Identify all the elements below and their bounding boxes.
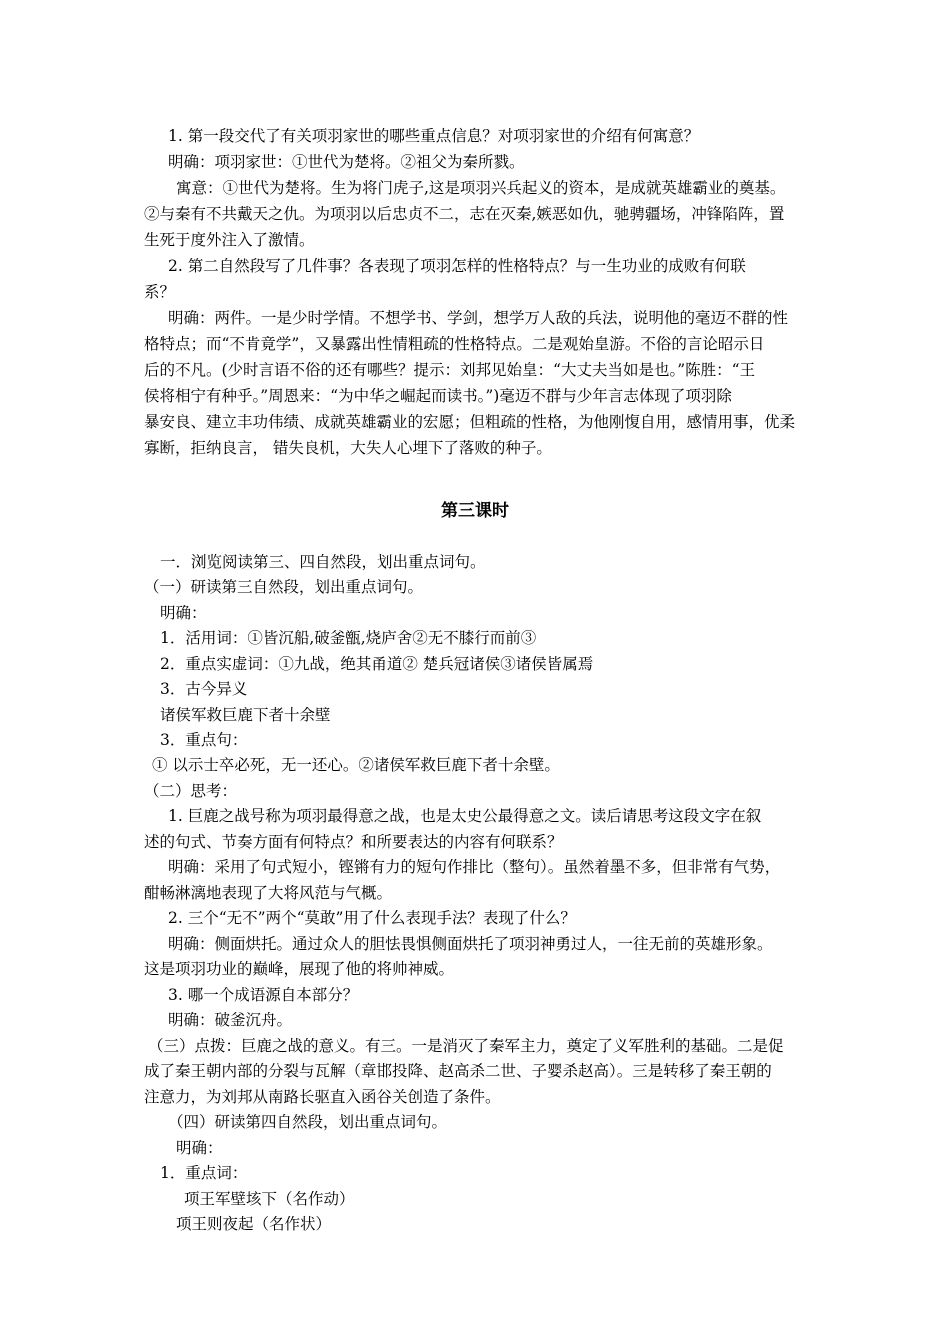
answer-2-line: 暴安良、建立丰功伟绩、成就英雄霸业的宏愿；但粗疏的性格，为他刚愎自用，感情用事，优柔 <box>144 413 796 431</box>
question-line: 述的句式、节奏方面有何特点？和所要表达的内容有何联系？ <box>144 833 563 851</box>
list-item: 诸侯军救巨鹿下者十余壁 <box>160 706 331 724</box>
answer-label: 明确： <box>160 604 207 622</box>
list-item: 3．重点句： <box>160 731 248 749</box>
answer-2-line: 后的不凡。(少时言语不俗的还有哪些？提示：刘邦见始皇：“大丈夫当如是也。”陈胜：“王 <box>144 361 756 379</box>
list-item: 1．重点词： <box>160 1164 248 1182</box>
answer-line: 明确：破釜沉舟。 <box>168 1011 293 1029</box>
question-2-line: 系？ <box>144 283 176 301</box>
answer-2-line: 明确：两件。一是少时学情。不想学书、学剑，想学万人敌的兵法，说明他的毫迈不群的性 <box>168 309 789 327</box>
answer-line: 酣畅淋漓地表现了大将风范与气概。 <box>144 884 393 902</box>
section-title: 第三课时 <box>441 501 509 521</box>
answer-line: 明确：侧面烘托。通过众人的胆怯畏惧侧面烘托了项羽神勇过人，一往无前的英雄形象。 <box>168 935 773 953</box>
list-item: 项王则夜起（名作状） <box>176 1215 332 1233</box>
question-2: 2. 第二自然段写了几件事？各表现了项羽怎样的性格特点？与一生功业的成败有何联 <box>168 257 746 275</box>
subsection-heading: （一）研读第三自然段，划出重点词句。 <box>144 578 424 596</box>
subsection-heading: （四）研读第四自然段，划出重点词句。 <box>168 1113 448 1131</box>
answer-2-line: 格特点；而“不肯竟学”，又暴露出性情粗疏的性格特点。二是观始皇游。不俗的言论昭示日 <box>144 335 765 353</box>
answer-line: 明确：采用了句式短小，铿锵有力的短句作排比（整句）。虽然着墨不多，但非常有气势， <box>168 858 781 876</box>
commentary-line: （三）点拨：巨鹿之战的意义。有三。一是消灭了秦军主力，奠定了义军胜利的基础。二是促 <box>148 1037 784 1055</box>
subsection-heading: （二）思考： <box>144 782 238 800</box>
task-heading: 一．浏览阅读第三、四自然段，划出重点词句。 <box>160 553 486 571</box>
answer-label: 明确： <box>176 1139 223 1157</box>
question-line: 3. 哪一个成语源自本部分？ <box>168 986 359 1004</box>
answer-1-line: 明确：项羽家世：①世代为楚将。②祖父为秦所戮。 <box>168 153 525 171</box>
question-line: 1. 巨鹿之战号称为项羽最得意之战，也是太史公最得意之文。读后请思考这段文字在叙 <box>168 807 762 825</box>
answer-1-line: 寓意：①世代为楚将。生为将门虎子,这是项羽兴兵起义的资本，是成就英雄霸业的奠基。 <box>176 179 786 197</box>
answer-2-line: 侯将相宁有种乎。”周恩来：“为中华之崛起而读书。”)毫迈不群与少年言志体现了项羽除 <box>144 387 732 405</box>
list-item: ① 以示士卒必死，无一还心。②诸侯军救巨鹿下者十余壁。 <box>152 756 560 774</box>
list-item: 1．活用词：①皆沉船,破釜甑,烧庐舍②无不膝行而前③ <box>160 629 537 647</box>
commentary-line: 注意力，为刘邦从南路长驱直入函谷关创造了条件。 <box>144 1088 501 1106</box>
list-item: 项王军壁垓下（名作动） <box>184 1190 355 1208</box>
list-item: 2．重点实虚词：①九战，绝其甬道② 楚兵冠诸侯③诸侯皆属焉 <box>160 655 594 673</box>
answer-1-line: ②与秦有不共戴天之仇。为项羽以后忠贞不二，志在灭秦,嫉恶如仇，驰骋疆场，冲锋陷阵，置 <box>144 205 785 223</box>
question-1: 1. 第一段交代了有关项羽家世的哪些重点信息？对项羽家世的介绍有何寓意？ <box>168 127 700 145</box>
question-line: 2. 三个“无不”两个“莫敢”用了什么表现手法？表现了什么？ <box>168 909 576 927</box>
answer-2-line: 寡断，拒纳良言， 错失良机，大失人心埋下了落败的种子。 <box>144 439 552 457</box>
answer-line: 这是项羽功业的巅峰，展现了他的将帅神威。 <box>144 960 455 978</box>
answer-1-line: 生死于度外注入了激情。 <box>144 231 315 249</box>
list-item: 3．古今异义 <box>160 680 248 698</box>
commentary-line: 成了秦王朝内部的分裂与瓦解（章邯投降、赵高杀二世、子婴杀赵高）。三是转移了秦王朝的 <box>144 1062 772 1080</box>
